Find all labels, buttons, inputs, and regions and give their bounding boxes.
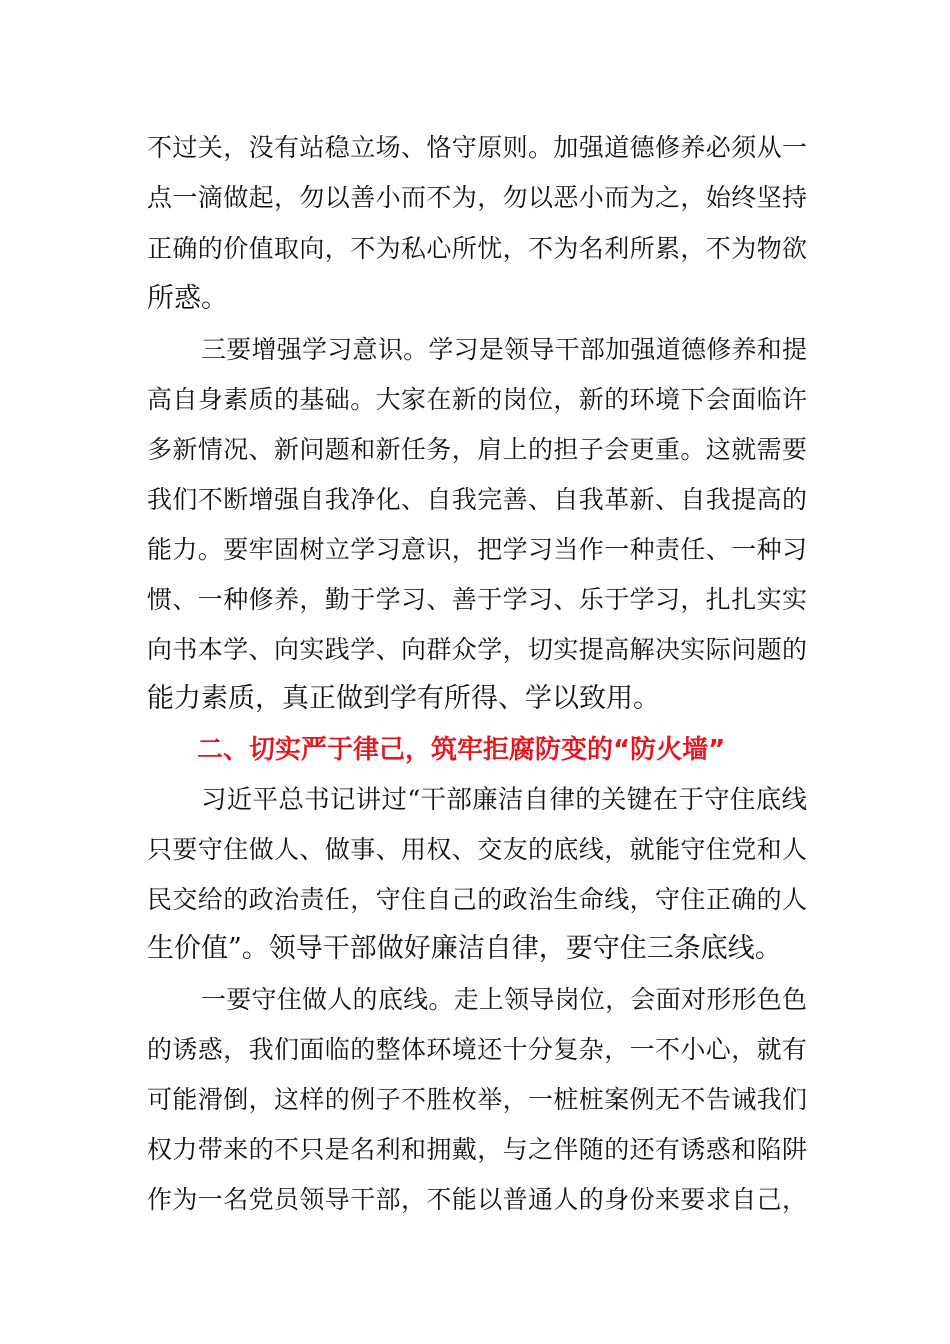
text-line: 生价值”。领导干部做好廉洁自律，要守住三条底线。 xyxy=(147,933,782,964)
text-line: 权力带来的不只是名利和拥戴，与之伴随的还有诱惑和陷阱 xyxy=(147,1135,807,1164)
text-line: 所惑。 xyxy=(147,283,228,314)
text-line: 向书本学、向实践学、向群众学，切实提高解决实际问题的 xyxy=(147,635,807,664)
section-heading: 二、切实严于律己，筑牢拒腐防变的“防火墙” xyxy=(197,735,726,765)
text-line: 多新情况、新问题和新任务，肩上的担子会更重。这就需要 xyxy=(147,435,807,464)
text-line: 作为一名党员领导干部，不能以普通人的身份来要求自己， xyxy=(147,1185,807,1214)
text-line: 高自身素质的基础。大家在新的岗位，新的环境下会面临许 xyxy=(147,385,807,414)
text-line: 三要增强学习意识。学习是领导干部加强道德修养和提 xyxy=(201,335,807,364)
text-line: 不过关，没有站稳立场、恪守原则。加强道德修养必须从一 xyxy=(147,133,807,162)
text-line: 点一滴做起，勿以善小而不为，勿以恶小而为之，始终坚持 xyxy=(147,183,807,212)
text-line: 只要守住做人、做事、用权、交友的底线，就能守住党和人 xyxy=(147,835,807,864)
text-line: 一要守住做人的底线。走上领导岗位，会面对形形色色 xyxy=(201,985,807,1014)
text-line: 可能滑倒，这样的例子不胜枚举，一桩桩案例无不告诫我们 xyxy=(147,1085,807,1114)
text-line: 我们不断增强自我净化、自我完善、自我革新、自我提高的 xyxy=(147,485,807,514)
text-line: 能力。要牢固树立学习意识，把学习当作一种责任、一种习 xyxy=(147,535,807,564)
text-line: 能力素质，真正做到学有所得、学以致用。 xyxy=(147,683,660,714)
text-line: 正确的价值取向，不为私心所忧，不为名利所累，不为物欲 xyxy=(147,234,807,263)
text-line: 惯、一种修养，勤于学习、善于学习、乐于学习，扎扎实实 xyxy=(147,585,807,614)
text-line: 习近平总书记讲过“干部廉洁自律的关键在于守住底线 xyxy=(201,785,807,815)
text-line: 民交给的政治责任，守住自己的政治生命线，守住正确的人 xyxy=(147,885,807,914)
text-line: 的诱惑，我们面临的整体环境还十分复杂，一不小心，就有 xyxy=(147,1035,807,1064)
